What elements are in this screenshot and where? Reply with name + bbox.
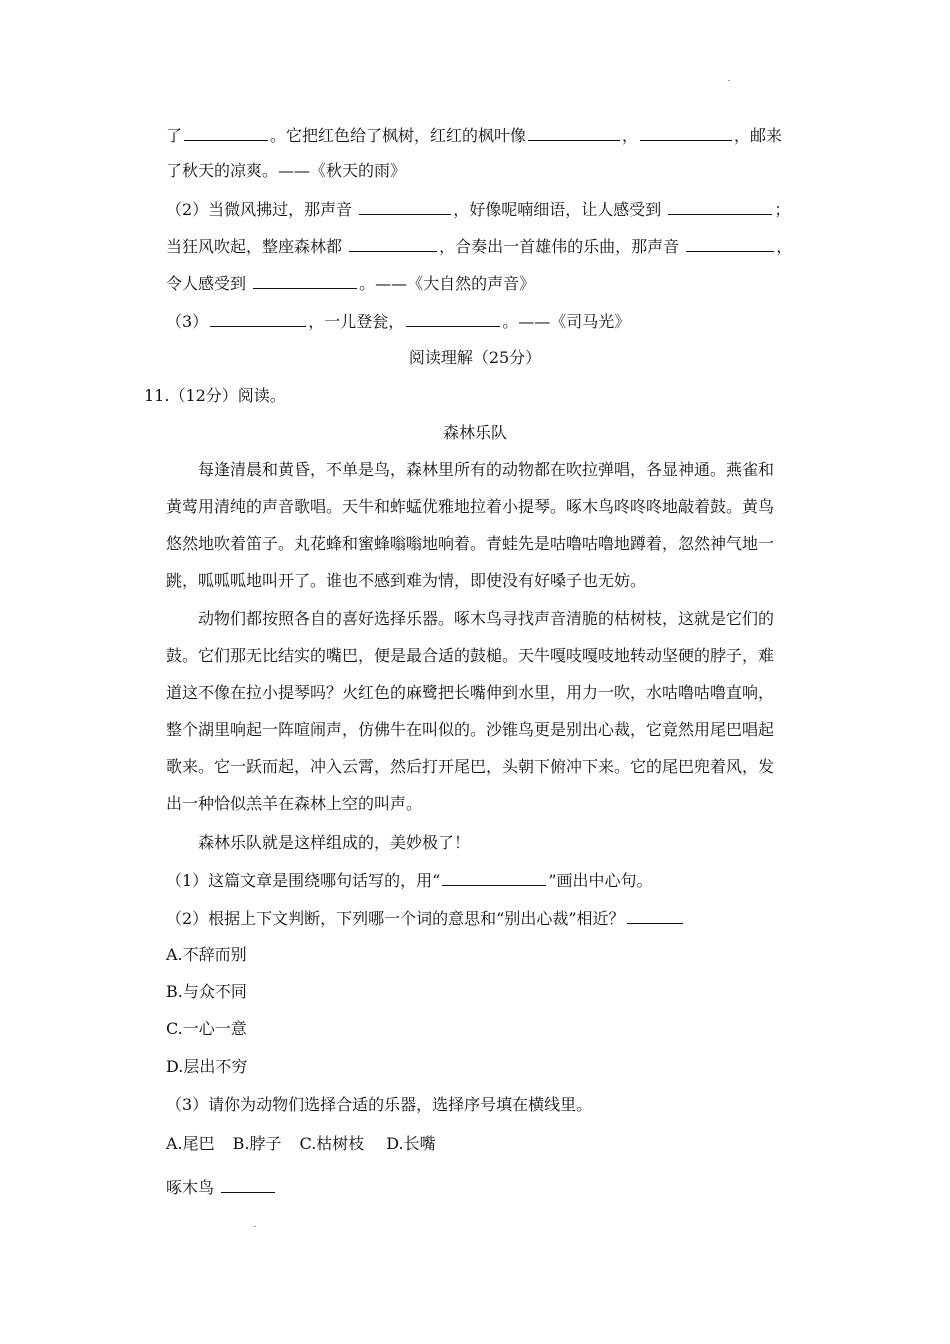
fill-q2-line-2 xyxy=(166,235,792,258)
passage-line: 鼓。它们那无比结实的嘴巴，便是最合适的鼓槌。天牛嘎吱嘎吱地转动坚硬的脖子，难 xyxy=(166,646,775,665)
passage-line: 出一种恰似羔羊在森林上空的叫声。 xyxy=(166,794,423,813)
text: （2）根据上下文判断，下列哪一个词的意思和“别出心裁”相近？ xyxy=(166,909,625,928)
text: ； xyxy=(774,200,791,219)
text: 了 xyxy=(166,126,183,145)
sub-question-2 xyxy=(166,907,685,930)
text: ，好像呢喃细语，让人感受到 xyxy=(453,200,667,219)
scan-speck xyxy=(254,1226,256,1227)
option-d: D.长嘴 xyxy=(386,1134,436,1153)
answer-blank[interactable] xyxy=(253,272,357,289)
answer-blank[interactable] xyxy=(184,124,268,141)
passage-line: 森林乐队就是这样组成的，美妙极了！ xyxy=(198,833,471,852)
text: （3） xyxy=(166,312,209,331)
answer-blank[interactable] xyxy=(668,198,772,215)
option-b: B.脖子 xyxy=(232,1134,282,1153)
text: （2）当微风拂过，那声音 xyxy=(166,200,358,219)
section-title: 阅读理解（25分） xyxy=(408,348,542,367)
instrument-options xyxy=(166,1133,436,1155)
text: ”画出中心句。 xyxy=(548,871,653,890)
option-c: C.一心一意 xyxy=(166,1019,247,1038)
text: 啄木鸟 xyxy=(166,1178,220,1197)
option-d: D.层出不穷 xyxy=(166,1057,248,1076)
answer-blank[interactable] xyxy=(640,124,732,141)
text: （1）这篇文章是围绕哪句话写的，用“ xyxy=(166,871,441,890)
text: ，合奏出一首雄伟的乐曲，那声音 xyxy=(439,237,685,256)
fill-line-2: 了秋天的凉爽。——《秋天的雨》 xyxy=(166,161,407,180)
text: 。它把红色给了枫树，红红的枫叶像 xyxy=(270,126,527,145)
answer-blank[interactable] xyxy=(359,198,451,215)
passage-line: 跳，呱呱呱地叫开了。谁也不感到难为情，即使没有好嗓子也无妨。 xyxy=(166,571,647,590)
fill-q2-line-3 xyxy=(166,272,535,295)
answer-blank[interactable] xyxy=(349,235,437,252)
passage-line: 黄莺用清纯的声音歌唱。天牛和蚱蜢优雅地拉着小提琴。啄木鸟咚咚咚地敲着鼓。黄鸟 xyxy=(166,497,775,516)
passage-line: 道这不像在拉小提琴吗？火红色的麻鹭把长嘴伸到水里，用力一吹，水咕噜咕噜直响， xyxy=(166,683,775,702)
text: ，一儿登瓮， xyxy=(308,312,405,331)
text: 当狂风吹起，整座森林都 xyxy=(166,237,348,256)
sub-question-3: （3）请你为动物们选择合适的乐器，选择序号填在横线里。 xyxy=(166,1095,593,1114)
question-label: 11.（12分）阅读。 xyxy=(144,386,286,405)
option-a: A.尾巴 xyxy=(166,1134,215,1153)
passage-line: 每逢清晨和黄昏，不单是鸟，森林里所有的动物都在吹拉弹唱，各显神通。燕雀和 xyxy=(198,460,775,479)
passage-line: 歌来。它一跃而起，冲入云霄，然后打开尾巴，头朝下俯冲下来。它的尾巴兜着风，发 xyxy=(166,757,775,776)
text: 。——《司马光》 xyxy=(502,312,631,331)
answer-blank[interactable] xyxy=(442,869,546,886)
answer-blank[interactable] xyxy=(210,310,306,327)
fill-q3-line xyxy=(166,310,630,333)
fill-line-1 xyxy=(166,124,782,147)
passage-line: 悠然地吹着笛子。丸花蜂和蜜蜂嗡嗡地响着。青蛙先是咕噜咕噜地蹲着，忽然神气地一 xyxy=(166,534,775,553)
option-b: B.与众不同 xyxy=(166,982,247,1001)
passage-line: 动物们都按照各自的喜好选择乐器。啄木鸟寻找声音清脆的枯树枝，这就是它们的 xyxy=(198,609,775,628)
answer-blank[interactable] xyxy=(686,235,774,252)
woodpecker-answer-line xyxy=(166,1176,277,1199)
answer-blank[interactable] xyxy=(406,310,500,327)
text: 。——《大自然的声音》 xyxy=(359,274,536,293)
answer-blank[interactable] xyxy=(627,907,683,924)
option-c: C.枯树枝 xyxy=(299,1134,365,1153)
sub-question-1 xyxy=(166,869,653,892)
option-a: A.不辞而别 xyxy=(166,945,247,964)
answer-blank[interactable] xyxy=(221,1176,275,1193)
fill-q2-line-1 xyxy=(166,198,790,221)
text: ，邮来 xyxy=(734,126,783,145)
answer-blank[interactable] xyxy=(528,124,620,141)
text: 令人感受到 xyxy=(166,274,252,293)
passage-line: 整个湖里响起一阵喧闹声，仿佛牛在叫似的。沙锥鸟更是别出心裁，它竟然用尾巴唱起 xyxy=(166,720,775,739)
scan-speck xyxy=(728,80,730,81)
text: ， xyxy=(776,237,793,256)
passage-title: 森林乐队 xyxy=(442,423,507,442)
text: ， xyxy=(622,126,639,145)
